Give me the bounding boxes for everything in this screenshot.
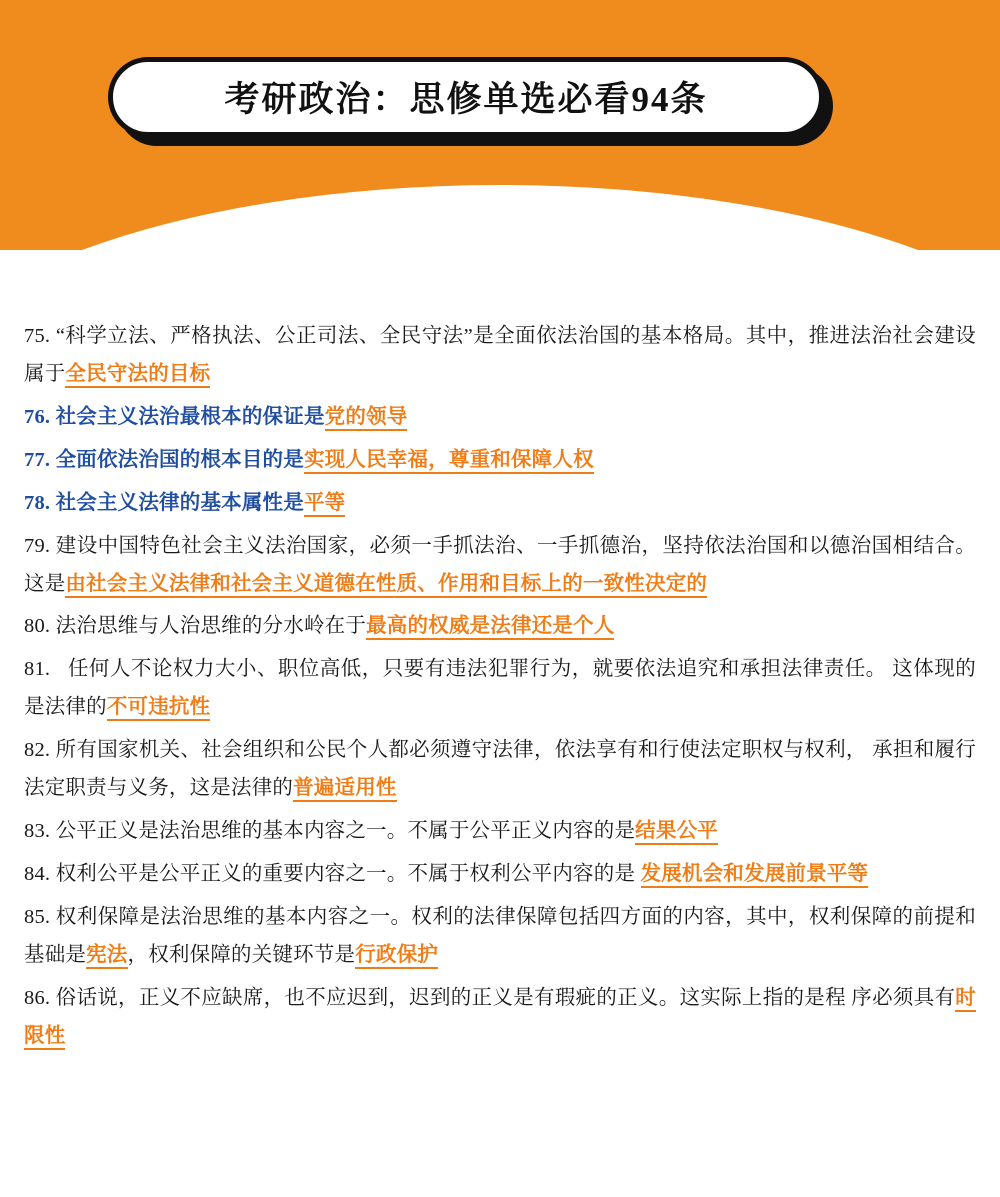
- banner-curve-decoration: [0, 185, 1000, 250]
- list-item: [24, 732, 976, 808]
- item-text-mid: ，权利保障的关键环节是: [127, 943, 356, 966]
- item-text: 任何人不论权力大小、职位高低，只要有违法犯罪行为，就要依法追究和承担法律责任。 这体现的是法律的: [24, 658, 976, 719]
- item-number: 76.: [24, 405, 51, 428]
- item-text: 俗话说，正义不应缺席，也不应迟到，迟到的正义是有瑕疵的正义。这实际上指的是程 序必须具有: [55, 986, 956, 1009]
- item-number: 78.: [24, 491, 51, 514]
- item-text: 权利保障是法治思维的基本内容之一。权利的法律保障包括四方面的内容，其中，权利保障的前提和基础是: [24, 905, 976, 966]
- item-answer: 由社会主义法律和社会主义道德在性质、作用和目标上的一致性决定的: [65, 573, 707, 598]
- item-answer: 时限性: [24, 987, 976, 1050]
- item-text: 社会主义法治最根本的保证是: [55, 405, 325, 428]
- item-answer: 结果公平: [635, 820, 718, 845]
- item-number: 86.: [24, 986, 51, 1009]
- list-item: [24, 813, 976, 851]
- item-number: 84.: [24, 862, 51, 885]
- item-number: 80.: [24, 615, 51, 638]
- item-number: 79.: [24, 534, 51, 557]
- item-number: 83.: [24, 820, 51, 843]
- item-text: 所有国家机关、社会组织和公民个人都必须遵守法律，依法享有和行使法定职权与权利， 承担和履行法定职责与义务，这是法律的: [24, 739, 976, 800]
- list-item: [24, 608, 976, 646]
- list-item: [24, 318, 976, 394]
- item-answer: 最高的权威是法律还是个人: [366, 615, 614, 640]
- list-item: [24, 528, 976, 604]
- item-number: 85.: [24, 905, 51, 928]
- header-banner: [0, 0, 1000, 250]
- item-number: 77.: [24, 448, 51, 471]
- item-text: “科学立法、严格执法、公正司法、全民守法”是全面依法治国的基本格局。其中，推进法治社会建设属于: [24, 325, 976, 385]
- item-answer: 党的领导: [325, 406, 408, 431]
- item-number: 82.: [24, 739, 51, 762]
- list-item: [24, 651, 976, 727]
- list-item: [24, 980, 976, 1056]
- item-answer: 不可违抗性: [107, 696, 211, 721]
- list-item: [24, 899, 976, 975]
- page-title: 考研政治：思修单选必看94条: [224, 80, 708, 119]
- title-box: [108, 57, 824, 137]
- item-number: 81.: [24, 658, 51, 681]
- item-answer-secondary: 行政保护: [355, 944, 438, 969]
- list-item: [24, 399, 976, 437]
- item-answer: 普遍适用性: [293, 777, 397, 802]
- question-list: [0, 318, 1000, 1061]
- item-text: 权利公平是公平正义的重要内容之一。不属于权利公平内容的是: [55, 862, 641, 885]
- item-answer: 发展机会和发展前景平等: [641, 863, 869, 888]
- item-answer: 全民守法的目标: [65, 363, 210, 388]
- item-number: 75.: [24, 325, 51, 347]
- item-text: 社会主义法律的基本属性是: [55, 491, 304, 514]
- item-text: 建设中国特色社会主义法治国家，必须一手抓法治、一手抓德治，坚持依法治国和以德治国相结合。这是: [24, 534, 976, 595]
- item-answer: 平等: [304, 492, 345, 517]
- item-text: 法治思维与人治思维的分水岭在于: [55, 615, 367, 638]
- list-item: [24, 856, 976, 894]
- list-item: [24, 442, 976, 480]
- list-item: [24, 485, 976, 523]
- item-text: 全面依法治国的根本目的是: [55, 448, 304, 471]
- item-text: 公平正义是法治思维的基本内容之一。不属于公平正义内容的是: [55, 820, 636, 843]
- item-answer: 实现人民幸福，尊重和保障人权: [304, 449, 594, 474]
- item-answer: 宪法: [86, 944, 127, 969]
